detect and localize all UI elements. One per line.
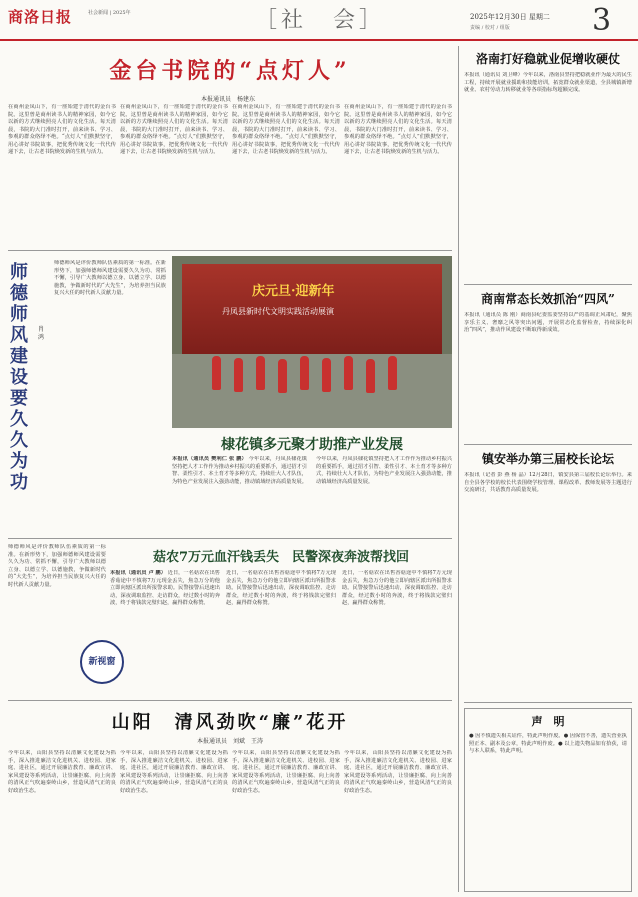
village-story-body-col1 [172, 456, 307, 530]
village-story-headline: 棣花镇多元聚才助推产业发展 [221, 437, 403, 453]
commentary-author: 肖鸿 [38, 326, 45, 341]
shanyang-body-col4: 今年以来，山阳县坚持以清廉文化建设为抓手，深入推进廉洁文化进机关、进校园、进家庭、进社区，通过开展廉洁教育、廉政宣讲、家风建设等系列活动，让崇廉拒腐、向上向善的清风正气吹遍秦岭山乡，营造风清气正的良好政治生态。 [344, 750, 452, 794]
dancer-figure [212, 356, 221, 390]
principal-headline: 镇安举办第三届校长论坛 [481, 452, 614, 466]
police-story-byline: 本报讯（通讯员 卢 鹏） [110, 570, 167, 576]
village-story-body-col2: 今年以来，丹凤县棣花镇坚持把人才工作作为推动乡村振兴的重要抓手，通过招才引智、柔性引才、本土育才等多种方式，持续壮大人才队伍，为特色产业发展注入强劲动能，推动镇域经济高质量发展。 [316, 456, 452, 485]
page-number: 3 [592, 3, 612, 38]
village-story [172, 432, 452, 532]
shangnan-body: 本报讯（通讯员 陈 刚）商南县纪委监委坚持以严的基调正风肃纪，聚焦享乐主义、奢靡之风等突出问题，开展常态化监督检查，持续深化纠治“四风”，推动作风建设不断取得新成效。 [464, 312, 632, 333]
notice-box [464, 708, 632, 892]
shanyang-story-headline: 山阳 清风劲吹“廉”花开 [111, 712, 349, 733]
dancer-figure [300, 356, 309, 390]
stage-banner-text: 庆元旦·迎新年 [252, 284, 335, 299]
masthead-rule [0, 39, 638, 41]
divider [464, 702, 632, 703]
luonan-body-col1: 本报讯（通讯员 刘卫峰）今年以来，洛南县坚持把稳就业作为最大的民生工程，持续开展就业援助和技能培训，拓宽群众就业渠道，全县城镇新增就业、农村劳动力转移就业等各项指标均超额完成。 [464, 72, 632, 93]
police-story-body-col2: 近日，一名菇农在出售香菇途中不慎将7万元现金丢失，焦急万分的他立即向辖区派出所报警求助。民警接警后迅速出动，深夜调取监控、走访群众，经过数小时的奔波，终于将钱款完璧归赵，赢得群众称赞。 [226, 570, 336, 606]
police-story-body-col3: 近日，一名菇农在出售香菇途中不慎将7万元现金丢失，焦急万分的他立即向辖区派出所报警求助。民警接警后迅速出动，深夜调取监控、走访群众，经过数小时的奔波，终于将钱款完璧归赵，赢得群众称赞。 [342, 570, 452, 606]
police-story [110, 544, 452, 694]
stage-backdrop [182, 264, 442, 354]
shanyang-body-col3: 今年以来，山阳县坚持以清廉文化建设为抓手，深入推进廉洁文化进机关、进校园、进家庭、进社区，通过开展廉洁教育、廉政宣讲、家风建设等系列活动，让崇廉拒腐、向上向善的清风正气吹遍秦岭山乡，营造风清气正的良好政治生态。 [232, 750, 340, 794]
shanyang-story [8, 706, 452, 892]
notice-body: ● 因不慎遗失相关证件，特此声明作废。● 因保管不善，遗失营业执照正本、副本及公章，特此声明作废。● 以上遗失物品如有拾获，请与本人联系，特此声明。 [469, 733, 627, 754]
column-divider [458, 46, 459, 892]
principal-story [464, 450, 632, 700]
village-story-byline: 本报讯（通讯员 樊利仁 张 鹏） [172, 456, 247, 462]
dancer-figure [344, 356, 353, 390]
feature-badge-text: 新视窗 [88, 657, 116, 667]
divider [464, 284, 632, 285]
police-story-body-col1 [110, 570, 220, 690]
dancer-figure [366, 359, 375, 393]
police-story-headline: 菇农7万元血汗钱丢失 民警深夜奔波帮找回 [152, 550, 410, 565]
commentary [8, 256, 168, 526]
dancer-figure [278, 359, 287, 393]
main-story-body-col1: 在商州金凤山下，有一座始建于清代的金台书院。这里曾是商州读书人的精神家园，如今它以新的方式继续照亮人们的文化生活。每天清晨，书院的大门准时打开，前来读书、学习、参观的群众络绎不绝。“点灯人”们默默坚守，用心讲好书院故事，把优秀传统文化一代代传递下去，让古老书院焕发新的生机与活力。 [8, 104, 116, 155]
shanyang-body-col2: 今年以来，山阳县坚持以清廉文化建设为抓手，深入推进廉洁文化进机关、进校园、进家庭、进社区，通过开展廉洁教育、廉政宣讲、家风建设等系列活动，让崇廉拒腐、向上向善的清风正气吹遍秦岭山乡，营造风清气正的良好政治生态。 [120, 750, 228, 794]
shanyang-body-col1: 今年以来，山阳县坚持以清廉文化建设为抓手，深入推进廉洁文化进机关、进校园、进家庭、进社区，通过开展廉洁教育、廉政宣讲、家风建设等系列活动，让崇廉拒腐、向上向善的清风正气吹遍秦岭山乡，营造风清气正的良好政治生态。 [8, 750, 116, 794]
village-story-body: 今年以来，丹凤县棣花镇坚持把人才工作作为推动乡村振兴的重要抓手，通过招才引智、柔性引才、本土育才等多种方式，持续壮大人才队伍，为特色产业发展注入强劲动能，推动镇域经济高质量发展。 [172, 456, 307, 485]
masthead [0, 0, 638, 40]
dancer-figure [322, 358, 331, 392]
dancer-figure [234, 358, 243, 392]
editor-info: 责编 / 校对 / 组版 [470, 25, 510, 31]
event-photo [172, 256, 452, 428]
dancer-figure [388, 356, 397, 390]
luonan-story [464, 50, 632, 280]
stage-caption-text: 丹凤县新时代文明实践活动展演 [222, 307, 334, 316]
divider [8, 700, 452, 701]
main-story-body-col2: 在商州金凤山下，有一座始建于清代的金台书院。这里曾是商州读书人的精神家园，如今它以新的方式继续照亮人们的文化生活。每天清晨，书院的大门准时打开，前来读书、学习、参观的群众络绎不绝。“点灯人”们默默坚守，用心讲好书院故事，把优秀传统文化一代代传递下去，让古老书院焕发新的生机与活力。 [120, 104, 228, 155]
notice-title: 声 明 [531, 715, 565, 728]
dancer-figure [256, 356, 265, 390]
police-story-body: 近日，一名菇农在出售香菇途中不慎将7万元现金丢失，焦急万分的他立即向辖区派出所报警求助。民警接警后迅速出动，深夜调取监控、走访群众，经过数小时的奔波，终于将钱款完璧归赵，赢得群众称赞。 [110, 570, 220, 606]
shangnan-headline: 商南常态长效抓治“四风” [481, 292, 615, 306]
main-story-body-col4: 在商州金凤山下，有一座始建于清代的金台书院。这里曾是商州读书人的精神家园，如今它以新的方式继续照亮人们的文化生活。每天清晨，书院的大门准时打开，前来读书、学习、参观的群众络绎不绝。“点灯人”们默默坚守，用心讲好书院故事，把优秀传统文化一代代传递下去，让古老书院焕发新的生机与活力。 [344, 104, 452, 155]
main-story-body-col3: 在商州金凤山下，有一座始建于清代的金台书院。这里曾是商州读书人的精神家园，如今它以新的方式继续照亮人们的文化生活。每天清晨，书院的大门准时打开，前来读书、学习、参观的群众络绎不绝。“点灯人”们默默坚守，用心讲好书院故事，把优秀传统文化一代代传递下去，让古老书院焕发新的生机与活力。 [232, 104, 340, 155]
left-column-text: 师德师风是评价教师队伍素质的第一标准。在新形势下，加强师德师风建设需要久久为功、常抓不懈，引导广大教师以德立身、以德立学、以德施教，争做新时代的“大先生”，为培养担当民族复兴大任的时代新人贡献力量。 [8, 544, 106, 588]
divider [8, 250, 452, 251]
newspaper-logo: 商洛日报 [8, 8, 73, 26]
feature-badge [80, 640, 124, 684]
divider [464, 444, 632, 445]
commentary-title: 师德师风建设要久久为功 [10, 262, 28, 493]
issue-date: 2025年12月30日 星期二 [470, 13, 550, 21]
shanyang-story-byline: 本报通讯员 刘斌 王涛 [196, 738, 263, 745]
divider [8, 538, 452, 539]
luonan-headline: 洛南打好稳就业促增收硬仗 [475, 52, 620, 66]
commentary-body: 师德师风是评价教师队伍素质的第一标准。在新形势下，加强师德师风建设需要久久为功、常抓不懈，引导广大教师以德立身、以德立学、以德施教，争做新时代的“大先生”，为培养担当民族复兴大任的时代新人贡献力量。 [54, 260, 166, 296]
main-story [8, 46, 452, 246]
masthead-subtitle: 社会新闻 | 2025年 [88, 10, 131, 16]
principal-body: 本报讯（记者 彭 燕 杨 晶）12月28日，镇安县第三届校长论坛举行。来自全县各学校的校长代表围绕学校管理、课程改革、教师发展等主题进行交流研讨，共话教育高质量发展。 [464, 472, 632, 493]
main-story-byline: 本报通讯员 杨建东 [200, 96, 255, 103]
main-story-headline: 金台书院的“点灯人” [109, 58, 351, 84]
section-title: ［社 会］ [255, 8, 386, 33]
shangnan-story [464, 290, 632, 440]
